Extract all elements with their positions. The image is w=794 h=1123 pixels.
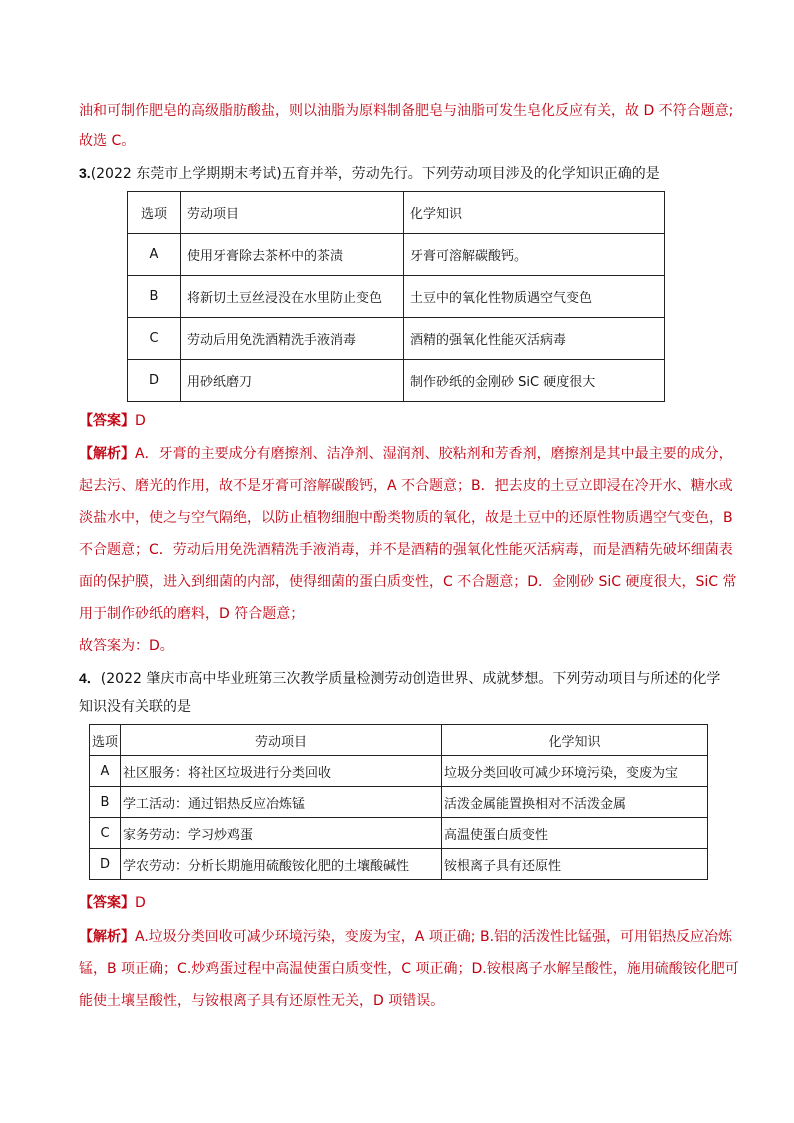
q4-analysis-line-1 [79, 927, 732, 947]
cell-knowledge: 铵根离子具有还原性 [442, 849, 708, 880]
table-row [90, 818, 708, 849]
cell-option: C [90, 818, 121, 849]
cell-knowledge: 制作砂纸的金刚砂 SiC 硬度很大 [404, 360, 665, 402]
cell-knowledge: 牙膏可溶解碳酸钙。 [404, 234, 665, 276]
q3-text: (2022 东莞市上学期期末考试)五育并举，劳动先行。下列劳动项目涉及的化学知识正确的是 [90, 166, 660, 182]
answer-value: D [135, 895, 146, 911]
intro-line-1: 油和可制作肥皂的高级脂肪酸盐，则以油脂为原料制备肥皂与油脂可发生皂化反应有关，故 D 不符合题意; [79, 103, 734, 119]
cell-labor: 劳动后用免洗酒精洗手液消毒 [181, 318, 404, 360]
cell-labor: 学农劳动：分析长期施用硫酸铵化肥的土壤酸碱性 [121, 849, 442, 880]
cell-option: D [128, 360, 181, 402]
table-header-row [128, 192, 665, 234]
cell-labor: 学工活动：通过铝热反应冶炼锰 [121, 787, 442, 818]
table-row [90, 849, 708, 880]
table-row [90, 787, 708, 818]
q4-number: 4． [79, 670, 101, 686]
answer-value: D [135, 413, 146, 429]
cell-knowledge: 土豆中的氧化性物质遇空气变色 [404, 276, 665, 318]
q3-analysis-line-2: 起去污、磨光的作用，故不是牙膏可溶解碳酸钙，A 不合题意；B．把去皮的土豆立即浸在冷开水、糖水或 [79, 478, 733, 494]
cell-option: B [128, 276, 181, 318]
header-labor: 劳动项目 [181, 192, 404, 234]
q3-analysis-line-1 [79, 444, 733, 464]
q3-analysis-line-4: 不合题意；C．劳动后用免洗酒精洗手液消毒，并不是酒精的强氧化性能灭活病毒，而是酒精先破坏细菌表 [79, 542, 733, 558]
q3-analysis-line-3: 淡盐水中，使之与空气隔绝，以防止植物细胞中酚类物质的氧化，故是土豆中的还原性物质遇空气变色，B [79, 510, 733, 526]
q4-stem-line-2: 知识没有关联的是 [79, 699, 191, 715]
cell-knowledge: 酒精的强氧化性能灭活病毒 [404, 318, 665, 360]
table-row [128, 234, 665, 276]
q4-answer [79, 893, 146, 913]
cell-option: A [128, 234, 181, 276]
cell-option: A [90, 756, 121, 787]
q3-stem [79, 163, 660, 184]
cell-knowledge: 活泼金属能置换相对不活泼金属 [442, 787, 708, 818]
q3-analysis-line-5: 面的保护膜，进入到细菌的内部，使得细菌的蛋白质变性，C 不合题意；D．金刚砂 SiC 硬度很大，SiC 常 [79, 574, 737, 590]
q3-answer [79, 411, 146, 431]
intro-line-2: 故选 C。 [79, 133, 136, 149]
q3-conclusion: 故答案为：D。 [79, 638, 174, 654]
q3-number: 3. [79, 165, 91, 181]
table-row [128, 318, 665, 360]
cell-option: D [90, 849, 121, 880]
q4-analysis-line-2: 锰，B 项正确；C.炒鸡蛋过程中高温使蛋白质变性，C 项正确；D.铵根离子水解呈酸性，施用硫酸铵化肥可 [79, 961, 739, 977]
q4-text: (2022 肇庆市高中毕业班第三次教学质量检测劳动创造世界、成就梦想。下列劳动项目与所述的化学 [100, 671, 721, 687]
cell-option: B [90, 787, 121, 818]
table-row [128, 360, 665, 402]
q3-analysis-line-6: 用于制作砂纸的磨料，D 符合题意； [79, 606, 305, 622]
cell-labor: 将新切土豆丝浸没在水里防止变色 [181, 276, 404, 318]
header-option: 选项 [90, 725, 121, 756]
cell-option: C [128, 318, 181, 360]
cell-labor: 家务劳动：学习炒鸡蛋 [121, 818, 442, 849]
q4-table [89, 724, 708, 880]
cell-knowledge: 垃圾分类回收可减少环境污染，变废为宝 [442, 756, 708, 787]
q4-analysis-line-3: 能使土壤呈酸性，与铵根离子具有还原性无关，D 项错误。 [79, 993, 445, 1009]
table-row [128, 276, 665, 318]
header-option: 选项 [128, 192, 181, 234]
q3-table [127, 191, 665, 402]
analysis-tag: 【解析】 [79, 446, 135, 462]
header-knowledge: 化学知识 [442, 725, 708, 756]
header-labor: 劳动项目 [121, 725, 442, 756]
table-header-row [90, 725, 708, 756]
cell-labor: 用砂纸磨刀 [181, 360, 404, 402]
analysis-text: A．牙膏的主要成分有磨擦剂、洁净剂、湿润剂、胶粘剂和芳香剂，磨擦剂是其中最主要的成分， [135, 446, 733, 462]
header-knowledge: 化学知识 [404, 192, 665, 234]
cell-labor: 使用牙膏除去茶杯中的茶渍 [181, 234, 404, 276]
q4-stem-line-1 [79, 668, 720, 689]
answer-tag: 【答案】 [79, 895, 135, 911]
cell-labor: 社区服务：将社区垃圾进行分类回收 [121, 756, 442, 787]
analysis-tag: 【解析】 [79, 929, 135, 945]
table-row [90, 756, 708, 787]
answer-tag: 【答案】 [79, 413, 135, 429]
cell-knowledge: 高温使蛋白质变性 [442, 818, 708, 849]
analysis-text: A.垃圾分类回收可减少环境污染，变废为宝，A 项正确; B.铝的活泼性比锰强，可用铝热反应冶炼 [135, 929, 733, 945]
